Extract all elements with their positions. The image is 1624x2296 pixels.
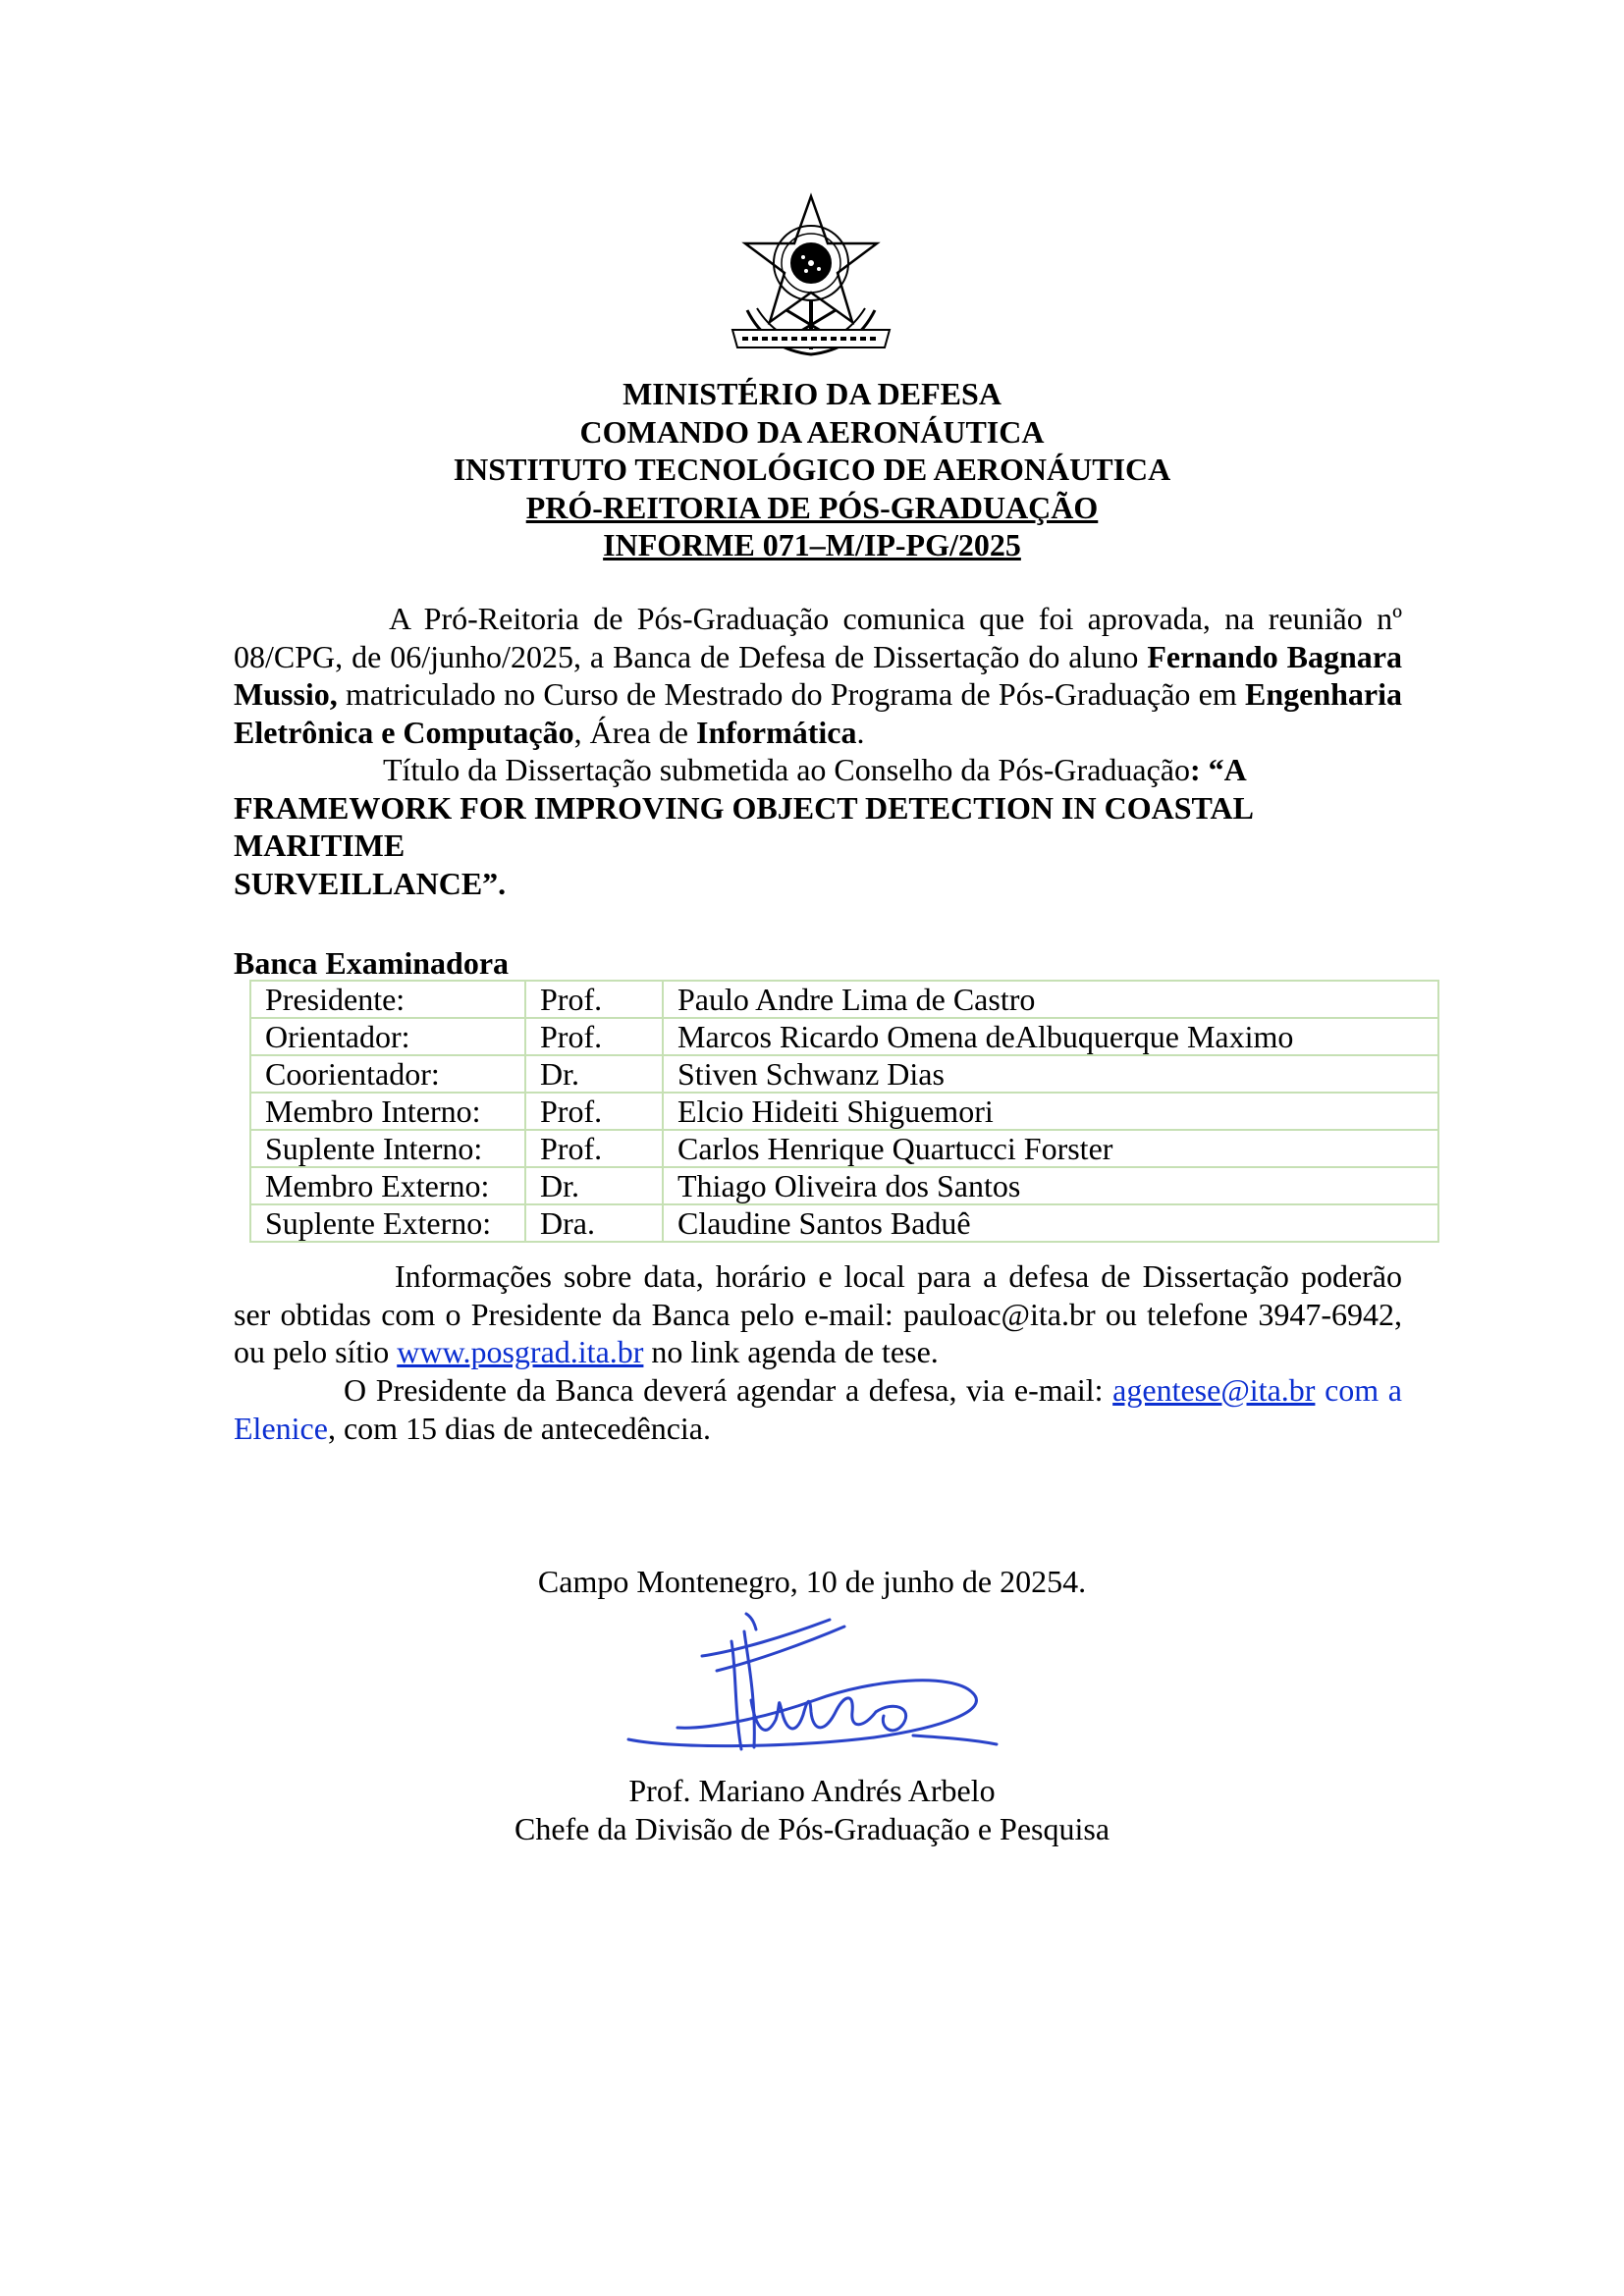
banca-row <box>250 1204 1438 1242</box>
approval-paragraph <box>234 600 1402 751</box>
banca-title-cell: Prof. <box>525 1130 663 1167</box>
header-informe-number: INFORME 071–M/IP-PG/2025 <box>603 527 1021 562</box>
agentese-email-link[interactable]: agentese@ita.br <box>1112 1372 1316 1408</box>
title-line-1: FRAMEWORK FOR IMPROVING OBJECT DETECTION IN COASTAL <box>234 789 1254 826</box>
schedule-text-2: , com 15 dias de antecedência. <box>327 1410 711 1446</box>
banca-role-cell: Membro Interno: <box>250 1093 525 1130</box>
banca-name-cell: Elcio Hideiti Shiguemori <box>663 1093 1438 1130</box>
header-command: COMANDO DA AERONÁUTICA <box>579 413 1045 450</box>
program-name: Engenharia Eletrônica e Computação <box>234 676 1402 750</box>
approval-text-1: A Pró-Reitoria de Pós-Graduação comunica que foi aprovada, na reunião nº 08/CPG, de 06/junho/2025, a Banca de Defesa de Dissertação do aluno <box>234 601 1402 674</box>
banca-name-cell: Paulo Andre Lima de Castro <box>663 981 1438 1018</box>
banca-name-cell: Marcos Ricardo Omena deAlbuquerque Maximo <box>663 1018 1438 1055</box>
banca-title-cell: Dr. <box>525 1055 663 1093</box>
place-date: Campo Montenegro, 10 de junho de 20254. <box>537 1564 1087 1599</box>
banca-table <box>249 980 1439 1243</box>
banca-role-cell: Membro Externo: <box>250 1167 525 1204</box>
signer-role: Chefe da Divisão de Pós-Graduação e Pesquisa <box>514 1810 1110 1846</box>
banca-title-cell: Prof. <box>525 1018 663 1055</box>
approval-text-2: matriculado no Curso de Mestrado do Programa de Pós-Graduação em <box>337 676 1245 713</box>
banca-name-cell: Stiven Schwanz Dias <box>663 1055 1438 1093</box>
banca-row <box>250 1130 1438 1167</box>
student-name: Fernando Bagnara Mussio, <box>234 638 1403 713</box>
banca-row <box>250 981 1438 1018</box>
schedule-blue-text: com a Elenice <box>234 1372 1403 1446</box>
title-lead: Título da Dissertação submetida ao Conselho da Pós-Graduação <box>383 752 1190 787</box>
handwritten-signature <box>619 1602 1011 1769</box>
info-text-2: no link agenda de tese. <box>643 1334 939 1370</box>
banca-name-cell: Claudine Santos Baduê <box>663 1204 1438 1242</box>
banca-row <box>250 1018 1438 1055</box>
banca-role-cell: Presidente: <box>250 981 525 1018</box>
banca-name-cell: Thiago Oliveira dos Santos <box>663 1167 1438 1204</box>
posgrad-link[interactable]: www.posgrad.ita.br <box>397 1334 644 1370</box>
brazil-coat-of-arms-icon <box>728 192 894 369</box>
banca-title-cell: Dra. <box>525 1204 663 1242</box>
banca-role-cell: Orientador: <box>250 1018 525 1055</box>
schedule-paragraph <box>234 1371 1402 1447</box>
banca-row <box>250 1093 1438 1130</box>
banca-heading: Banca Examinadora <box>234 945 510 981</box>
header-pro-reitoria: PRÓ-REITORIA DE PÓS-GRADUAÇÃO <box>525 489 1099 525</box>
banca-title-cell: Dr. <box>525 1167 663 1204</box>
signer-block <box>0 1772 1624 1847</box>
signer-name: Prof. Mariano Andrés Arbelo <box>628 1773 996 1808</box>
banca-title-cell: Prof. <box>525 1093 663 1130</box>
approval-text-4: . <box>856 714 865 750</box>
area-name: Informática <box>695 714 857 750</box>
banca-row <box>250 1167 1438 1204</box>
approval-text-3: , Área de <box>573 714 696 750</box>
info-paragraph <box>234 1257 1402 1371</box>
banca-title-cell: Prof. <box>525 981 663 1018</box>
title-open-quote: : “A <box>1190 752 1247 787</box>
title-line-2: MARITIME <box>234 828 406 864</box>
info-text-1: Informações sobre data, horário e local para a defesa de Dissertação poderão ser obtidas com o Presidente da Banca pelo e-mail: pauloac@ita.br ou telefone 3947-6942, ou pelo sítio <box>234 1258 1402 1370</box>
header-ministry: MINISTÉRIO DA DEFESA <box>623 376 1001 411</box>
banca-role-cell: Suplente Externo: <box>250 1204 525 1242</box>
banca-role-cell: Coorientador: <box>250 1055 525 1093</box>
schedule-text-1: O Presidente da Banca deverá agendar a defesa, via e-mail: <box>344 1372 1113 1408</box>
title-line-3: SURVEILLANCE”. <box>234 865 507 901</box>
header-institute: INSTITUTO TECNOLÓGICO DE AERONÁUTICA <box>453 452 1171 487</box>
banca-role-cell: Suplente Interno: <box>250 1130 525 1167</box>
document-header <box>0 375 1624 564</box>
dissertation-title-paragraph <box>234 751 1402 902</box>
banca-row <box>250 1055 1438 1093</box>
banca-name-cell: Carlos Henrique Quartucci Forster <box>663 1130 1438 1167</box>
